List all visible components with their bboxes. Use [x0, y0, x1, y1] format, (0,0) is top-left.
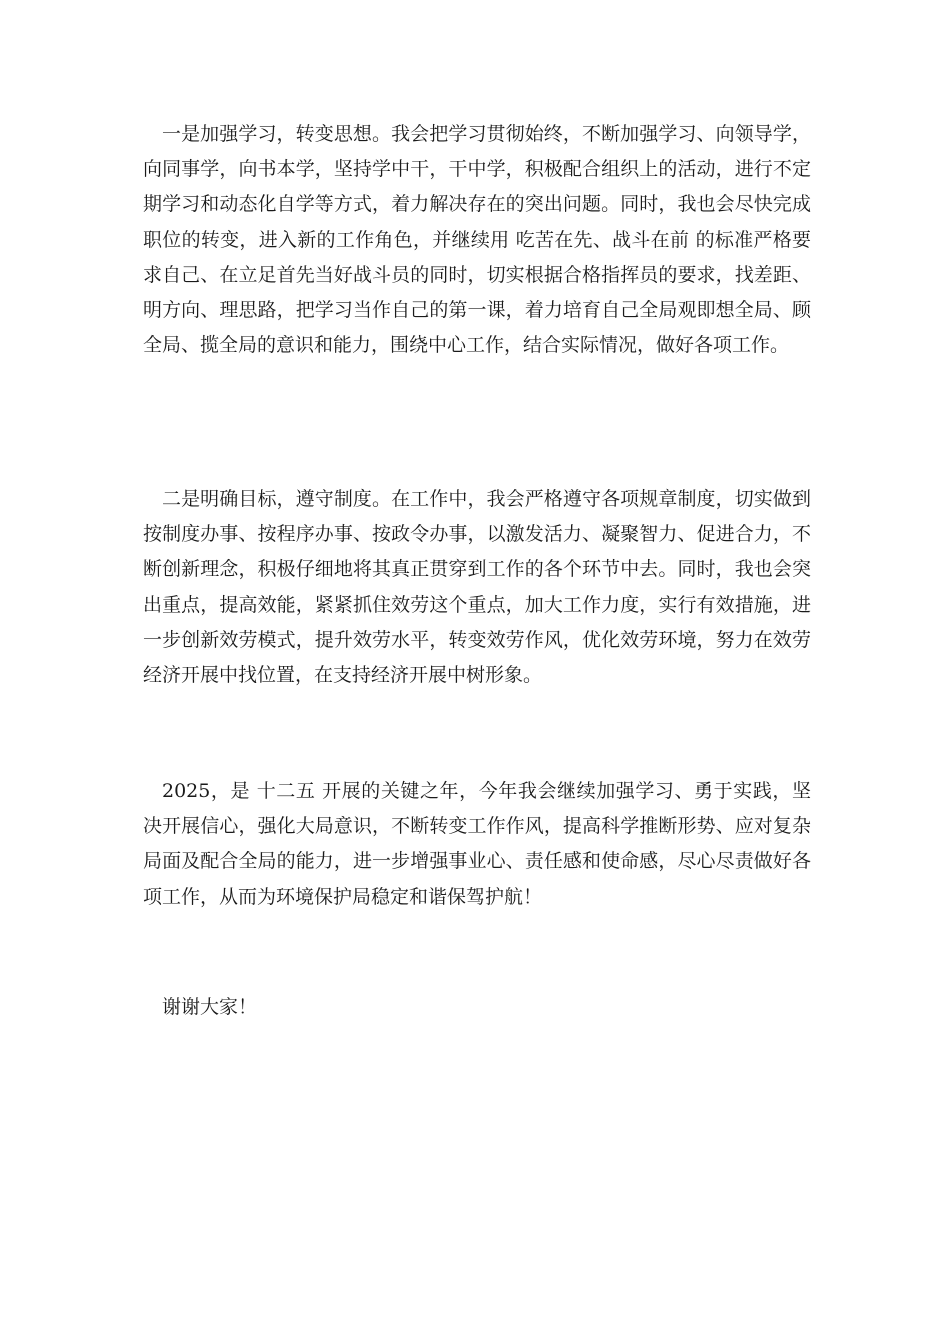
paragraph-year-plan: 2025，是 十二五 开展的关键之年，今年我会继续加强学习、勇于实践，坚决开展信心，强化大局意识，不断转变工作作风，提高科学推断形势、应对复杂局面及配合全局的能力，进一步增强事业心、责任感和使命感，尽心尽责做好各项工作，从而为环境保护局稳定和谐保驾护航！: [143, 780, 811, 908]
paragraph-thanks: 谢谢大家！: [162, 996, 258, 1018]
paragraph-goals: 二是明确目标，遵守制度。在工作中，我会严格遵守各项规章制度，切实做到按制度办事、按程序办事、按政令办事，以激发活力、凝聚智力、促进合力，不断创新理念，积极仔细地将其真正贯穿到工作的各个环节中去。同时，我也会突出重点，提高效能，紧紧抓住效劳这个重点，加大工作力度，实行有效措施，进一步创新效劳模式，提升效劳水平，转变效劳作风，优化效劳环境，努力在效劳经济开展中找位置，在支持经济开展中树形象。: [143, 488, 811, 687]
paragraph-study: 一是加强学习，转变思想。我会把学习贯彻始终，不断加强学习、向领导学，向同事学，向书本学，坚持学中干，干中学，积极配合组织上的活动，进行不定期学习和动态化自学等方式，着力解决存在的突出问题。同时，我也会尽快完成职位的转变，进入新的工作角色，并继续用 吃苦在先、战斗在前 的标准严格要求自己、在立足首先当好战斗员的同时，切实根据合格指挥员的要求，找差距、明方向、理思路，把学习当作自己的第一课，着力培育自己全局观即想全局、顾全局、揽全局的意识和能力，围绕中心工作，结合实际情况，做好各项工作。: [143, 123, 811, 357]
